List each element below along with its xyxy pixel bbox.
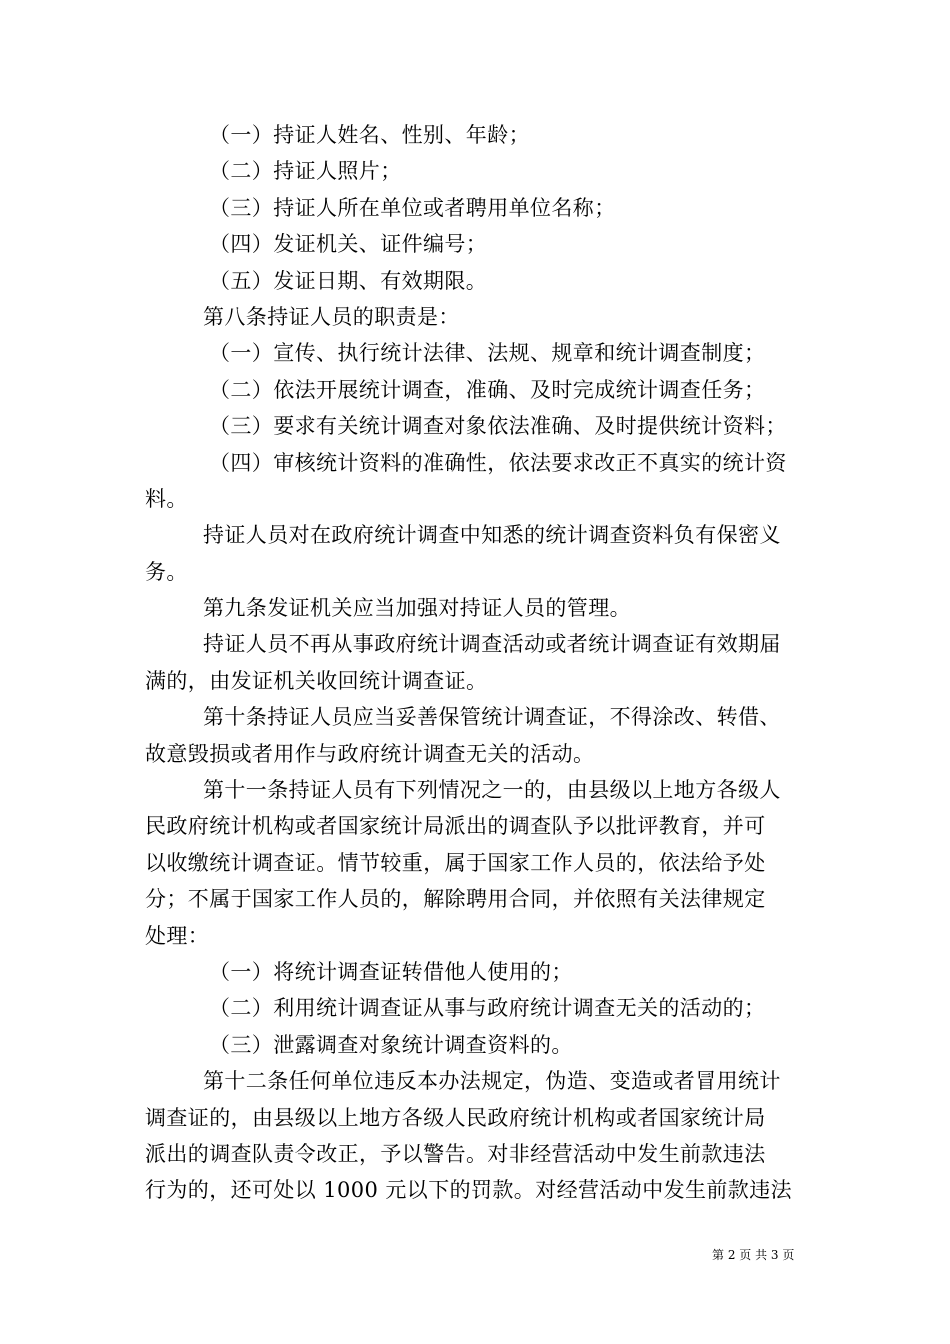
text-line: 务。 xyxy=(145,559,188,584)
text-line: 行为的，还可处以 1000 元以下的罚款。对经营活动中发生前款违法 xyxy=(145,1178,792,1203)
text-line: （一）将统计调查证转借他人使用的； xyxy=(209,959,573,984)
text-line: 民政府统计机构或者国家统计局派出的调查队予以批评教育，并可 xyxy=(145,814,766,839)
text-line: 第十二条任何单位违反本办法规定，伪造、变造或者冒用统计 xyxy=(203,1069,781,1094)
text-line: （三）要求有关统计调查对象依法准确、及时提供统计资料； xyxy=(209,414,787,439)
text-line: （一）持证人姓名、性别、年龄； xyxy=(209,123,530,147)
text-line: 派出的调查队责令改正，予以警告。对非经营活动中发生前款违法 xyxy=(145,1141,766,1166)
text-line: 第十一条持证人员有下列情况之一的，由县级以上地方各级人 xyxy=(203,778,781,803)
page-number: 第 2 页 共 3 页 xyxy=(712,1248,795,1262)
document-body xyxy=(145,117,810,1209)
text-line: 持证人员对在政府统计调查中知悉的统计调查资料负有保密义 xyxy=(203,523,781,548)
text-line: 故意毁损或者用作与政府统计调查无关的活动。 xyxy=(145,741,595,766)
text-line: （二）持证人照片； xyxy=(209,159,402,184)
text-line: 处理： xyxy=(145,923,210,948)
text-line: （二）依法开展统计调查，准确、及时完成统计调查任务； xyxy=(209,377,766,402)
text-line: （四）发证机关、证件编号； xyxy=(209,232,488,257)
text-line: （四）审核统计资料的准确性，依法要求改正不真实的统计资 xyxy=(209,450,787,475)
text-line: （三）泄露调查对象统计调查资料的。 xyxy=(209,1032,573,1057)
text-line: 第九条发证机关应当加强对持证人员的管理。 xyxy=(203,596,631,621)
text-line: 以收缴统计调查证。情节较重，属于国家工作人员的，依法给予处 xyxy=(145,850,766,875)
text-line: （五）发证日期、有效期限。 xyxy=(209,268,488,293)
text-line: 调查证的，由县级以上地方各级人民政府统计机构或者国家统计局 xyxy=(145,1105,766,1130)
text-line: （二）利用统计调查证从事与政府统计调查无关的活动的； xyxy=(209,996,766,1021)
text-line: （三）持证人所在单位或者聘用单位名称； xyxy=(209,195,616,220)
text-line: 第八条持证人员的职责是： xyxy=(203,304,460,329)
text-line: 料。 xyxy=(145,486,188,511)
text-line: （一）宣传、执行统计法律、法规、规章和统计调查制度； xyxy=(209,341,766,366)
text-line: 满的，由发证机关收回统计调查证。 xyxy=(145,668,488,693)
text-line: 分；不属于国家工作人员的，解除聘用合同，并依照有关法律规定 xyxy=(145,887,766,912)
text-line: 第十条持证人员应当妥善保管统计调查证，不得涂改、转借、 xyxy=(203,705,781,730)
text-line: 持证人员不再从事政府统计调查活动或者统计调查证有效期届 xyxy=(203,632,781,657)
